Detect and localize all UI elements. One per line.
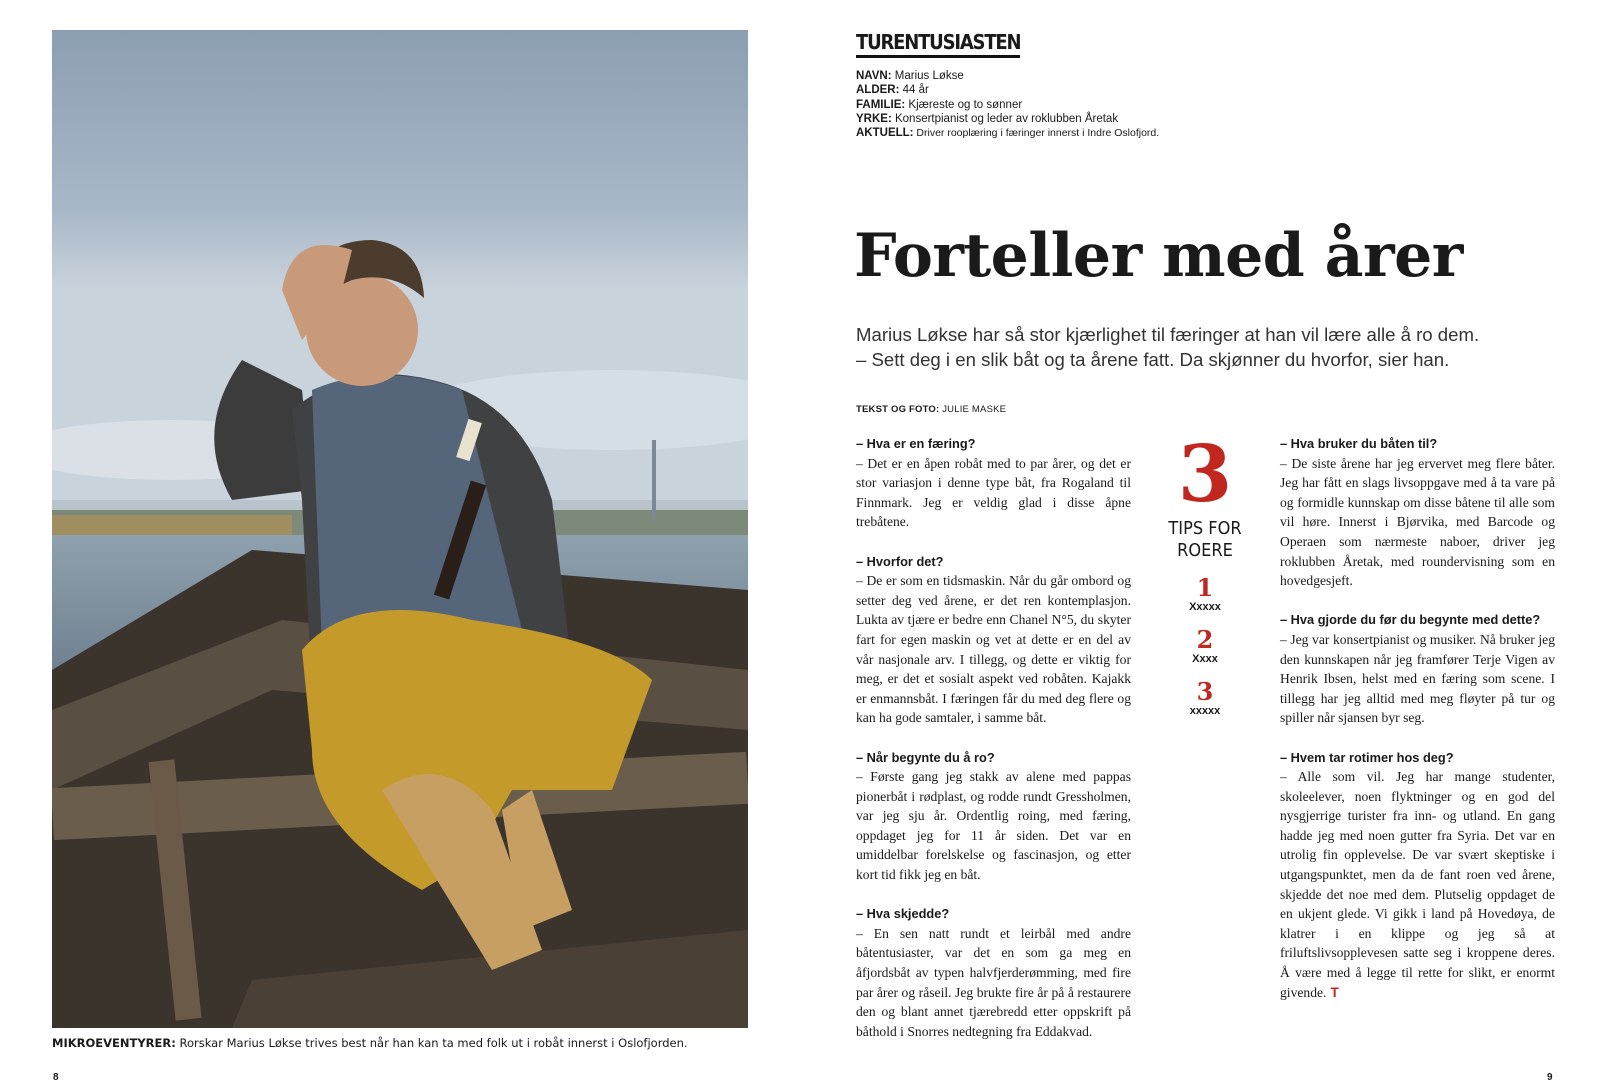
question: – Hvem tar rotimer hos deg? bbox=[1280, 749, 1454, 765]
qa-block bbox=[856, 552, 1131, 728]
question: – Hva er en færing? bbox=[856, 436, 976, 451]
end-mark: T bbox=[1330, 984, 1339, 1000]
tip-number: 2 bbox=[1196, 625, 1214, 654]
tips-number: 3 bbox=[1177, 429, 1233, 520]
answer: – Det er en åpen robåt med to par årer, og det er stor variasjon i denne type båt, fra Rogaland til Finnmark. Jeg er veldig glad i disse åpne trebåtene. bbox=[856, 455, 1131, 530]
tips-label bbox=[1160, 518, 1250, 562]
fact-value: Marius Løkse bbox=[891, 70, 964, 82]
qa-block bbox=[1280, 434, 1555, 591]
question: – Hva bruker du båten til? bbox=[1280, 436, 1438, 451]
fact-box bbox=[856, 69, 1159, 140]
tip-text: xxxxx bbox=[1189, 705, 1221, 717]
page-number-right: 9 bbox=[1547, 1072, 1553, 1083]
qa-block bbox=[856, 904, 1131, 1041]
fact-label: FAMILIE: bbox=[856, 98, 906, 111]
article-column-right bbox=[1280, 434, 1555, 1022]
answer: – De er som en tidsmaskin. Når du går ombord og setter deg ved årene, er det ren kontemplasjon. Lukta av tjære er bedre enn Chanel N°5, du skyter fart for egen maskin og vet at dette er en del av vår nasjonale arv. I tillegg, og dette er viktig for meg, er det et sosialt aspekt ved robåten. Kajakk er enmannsbåt. I færingen får du med deg flere og kan ha gode samtaler, i samme båt. bbox=[856, 573, 1131, 726]
photo-illustration bbox=[52, 30, 748, 1028]
caption-text: Rorskar Marius Løkse trives best når han kan ta med folk ut i robåt innerst i Oslofjorden. bbox=[175, 1036, 688, 1050]
caption-label: MIKROEVENTYRER: bbox=[52, 1036, 176, 1050]
question: – Hva gjorde du før du begynte med dette? bbox=[1280, 612, 1541, 628]
fact-row bbox=[856, 69, 1159, 83]
tips-label-line: ROERE bbox=[1177, 540, 1233, 561]
fact-row bbox=[856, 98, 1159, 112]
photo-caption bbox=[52, 1036, 752, 1050]
lede-line: – Sett deg i en slik båt og ta årene fatt. Da skjønner du hvorfor, sier han. bbox=[856, 349, 1450, 370]
qa-block bbox=[856, 434, 1131, 532]
article-headline: Forteller med årer bbox=[854, 221, 1463, 291]
page-number-left: 8 bbox=[53, 1072, 59, 1083]
answer: – Alle som vil. Jeg har mange studenter, skoleelever, noen flyktninger og en god del nysgjerrige turister fra inn- og utland. En gang hadde jeg med noen gutter fra Syria. Det var en utrolig fin opplevelse. De var svært skeptiske i utgangspunktet, men da de fant roen ved årene, skjedde det noe med dem. Plutselig oppdaget de en ukjent glede. Vi gikk i land på Hovedøya, de klatrer i en klippe og jeg så at friluftslivsopplevesen satte seg i kroppene deres. Å være med å legge til rette for slikt, er enormt givende. bbox=[1280, 769, 1555, 1000]
fact-row bbox=[856, 83, 1159, 97]
article-column-left bbox=[856, 434, 1131, 1061]
fact-value: 44 år bbox=[899, 84, 929, 97]
answer-with-endmark bbox=[1280, 767, 1555, 1002]
fact-value: Kjæreste og to sønner bbox=[905, 98, 1023, 111]
byline-name: JULIE MASKE bbox=[939, 404, 1007, 415]
answer: – Jeg var konsertpianist og musiker. Nå bruker jeg den kunnskapen når jeg framfører Terje Vigen av Henrik Ibsen, helst med en færing som scene. I tillegg har jeg alltid med meg fløyter på tur og spiller når sjansen byr seg. bbox=[1280, 631, 1555, 726]
tip-item bbox=[1160, 573, 1250, 614]
qa-block bbox=[1280, 748, 1555, 1003]
byline-label: TEKST OG FOTO: bbox=[856, 404, 940, 415]
question: – Når begynte du å ro? bbox=[856, 749, 995, 765]
tip-item bbox=[1160, 625, 1250, 666]
answer: – De siste årene har jeg ervervet meg flere båter. Jeg har fått en slags livsoppgave med å ta vare på og formidle kunnskap om disse båtene til alle som vil høre. Innerst i Bjørvika, med Barcode og Operaen som nærmeste naboer, driver jeg roklubben Åretak, med roundervisning som en hovedgesjeft. bbox=[1280, 455, 1555, 589]
tips-box bbox=[1160, 429, 1250, 718]
tip-text: Xxxx bbox=[1192, 653, 1218, 665]
fact-label: ALDER: bbox=[856, 84, 900, 97]
fact-label: AKTUELL: bbox=[856, 127, 914, 140]
tip-text: Xxxxx bbox=[1189, 601, 1221, 613]
tips-label-line: TIPS FOR bbox=[1168, 518, 1242, 539]
tip-number: 3 bbox=[1196, 677, 1214, 706]
fact-value: Driver rooplæring i færinger innerst i Indre Oslofjord. bbox=[913, 127, 1160, 140]
question: – Hva skjedde? bbox=[856, 906, 950, 922]
qa-block bbox=[856, 748, 1131, 885]
lede-line: Marius Løkse har så stor kjærlighet til færinger at han vil lære alle å ro dem. bbox=[856, 324, 1480, 345]
fact-row bbox=[856, 112, 1159, 126]
portrait-photo bbox=[52, 30, 748, 1028]
answer: – En sen natt rundt et leirbål med andre båtentusiaster, var det en som ga meg en åfjordsbåt av typen halvfjerderømming, med fire par årer og råseil. Jeg brukte fire år på å restaurere den og blant annet tjærebredd etter oppskrift på båthold i Snorres nedtegning fra Eddakvad. bbox=[856, 925, 1131, 1039]
answer: – Første gang jeg stakk av alene med pappas pionerbåt i rødplast, og rodde rundt Gressholmen, var jeg sju år. Ordentlig roing, med færing, oppdaget jeg for 11 år siden. Det var en umiddelbar forelskelse og fascinasjon, og etter kort tid fikk jeg en båt. bbox=[856, 769, 1131, 883]
tip-item bbox=[1160, 677, 1250, 718]
tip-number: 1 bbox=[1196, 573, 1214, 602]
article-lede bbox=[856, 322, 1556, 372]
section-kicker: TURENTUSIASTEN bbox=[856, 30, 1020, 58]
byline bbox=[856, 404, 1006, 415]
fact-label: NAVN: bbox=[856, 70, 892, 82]
fact-row bbox=[856, 126, 1159, 140]
fact-label: YRKE: bbox=[856, 112, 892, 125]
fact-value: Konsertpianist og leder av roklubben Åretak bbox=[891, 112, 1119, 125]
qa-block bbox=[1280, 610, 1555, 728]
question: – Hvorfor det? bbox=[856, 553, 944, 569]
